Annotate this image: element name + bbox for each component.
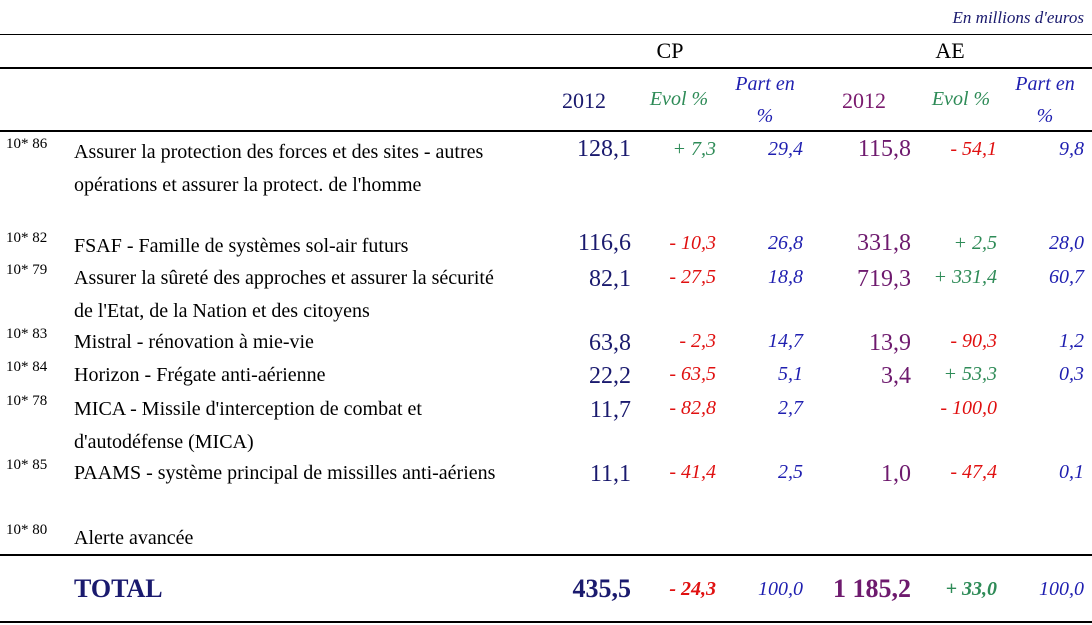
ae-2012-value: 1,0	[881, 461, 911, 487]
ae-2012-value: 115,8	[857, 136, 911, 162]
row-code: 10* 78	[6, 393, 48, 409]
cp-part-value: 2,5	[778, 461, 803, 483]
cp-evol-value: - 2,3	[679, 330, 716, 352]
cp-2012-value: 11,7	[589, 397, 631, 423]
cp-part-value: 5,1	[778, 363, 803, 385]
total-ae-part: 100,0	[1039, 578, 1084, 600]
ae-2012-value: 3,4	[881, 363, 911, 389]
ae-part-value: 9,8	[1059, 138, 1084, 160]
row-label: Assurer la sûreté des approches et assurer la sécurité de l'Etat, de la Nation et des citoyens	[74, 267, 494, 322]
row-code: 10* 82	[6, 230, 48, 246]
row-code: 10* 84	[6, 359, 48, 375]
cp-evol-value: - 10,3	[669, 232, 716, 254]
total-cp-2012: 435,5	[572, 574, 631, 603]
cp-2012-value: 82,1	[589, 266, 631, 292]
total-rule	[0, 554, 1092, 556]
cp-part-value: 2,7	[778, 397, 803, 419]
group-header-cp: CP	[656, 38, 684, 63]
total-ae-evol: + 33,0	[945, 578, 997, 600]
ae-evol-value: - 54,1	[950, 138, 997, 160]
ae-part-value: 1,2	[1059, 330, 1084, 352]
ae-evol-value: - 100,0	[940, 397, 997, 419]
ae-part-value: 28,0	[1049, 232, 1084, 254]
total-label: TOTAL	[74, 574, 163, 603]
cp-2012-value: 128,1	[577, 136, 631, 162]
cp-part-value: 14,7	[768, 330, 803, 352]
row-code: 10* 80	[6, 522, 48, 538]
total-cp-part: 100,0	[758, 578, 803, 600]
header-rule	[0, 130, 1092, 132]
row-label: Alerte avancée	[74, 527, 194, 549]
ae-2012-value: 13,9	[869, 330, 911, 356]
ae-evol-value: + 2,5	[953, 232, 997, 254]
cp-2012-value: 22,2	[589, 363, 631, 389]
header-cp-part: Part en %	[735, 73, 795, 127]
ae-evol-value: + 53,3	[943, 363, 997, 385]
row-label: FSAF - Famille de systèmes sol-air futurs	[74, 235, 409, 257]
cp-part-value: 26,8	[768, 232, 803, 254]
cp-evol-value: - 63,5	[669, 363, 716, 385]
row-code: 10* 86	[6, 136, 48, 152]
cp-part-value: 29,4	[768, 138, 803, 160]
header-ae-part: Part en %	[1015, 73, 1075, 127]
header-cp-evol: Evol %	[649, 88, 709, 110]
total-cp-evol: - 24,3	[669, 578, 716, 600]
row-label: Mistral - rénovation à mie-vie	[74, 331, 314, 353]
total-ae-2012: 1 185,2	[833, 574, 911, 603]
cp-evol-value: - 82,8	[669, 397, 716, 419]
cp-2012-value: 63,8	[589, 330, 631, 356]
row-code: 10* 85	[6, 457, 48, 473]
header-ae-evol: Evol %	[931, 88, 991, 110]
ae-2012-value: 719,3	[857, 266, 911, 292]
cp-2012-value: 11,1	[589, 461, 631, 487]
ae-evol-value: - 47,4	[950, 461, 997, 483]
group-rule	[0, 67, 1092, 69]
row-label: PAAMS - système principal de missilles anti-aériens	[74, 462, 496, 484]
ae-part-value: 60,7	[1049, 266, 1084, 288]
ae-evol-value: - 90,3	[950, 330, 997, 352]
ae-2012-value: 331,8	[857, 230, 911, 256]
group-header-ae: AE	[935, 38, 965, 63]
cp-evol-value: - 27,5	[669, 266, 716, 288]
ae-evol-value: + 331,4	[933, 266, 997, 288]
cp-evol-value: + 7,3	[672, 138, 716, 160]
ae-part-value: 0,3	[1059, 363, 1084, 385]
row-label: Horizon - Frégate anti-aérienne	[74, 364, 326, 386]
row-code: 10* 83	[6, 326, 48, 342]
row-label: MICA - Missile d'interception de combat et d'autodéfense (MICA)	[74, 398, 422, 453]
header-ae-year: 2012	[842, 88, 886, 113]
row-code: 10* 79	[6, 262, 48, 278]
top-rule	[0, 34, 1092, 35]
row-label: Assurer la protection des forces et des sites - autres opérations et assurer la protect. de l'homme	[74, 141, 484, 196]
cp-part-value: 18,8	[768, 266, 803, 288]
ae-part-value: 0,1	[1059, 461, 1084, 483]
cp-evol-value: - 41,4	[669, 461, 716, 483]
bottom-rule	[0, 621, 1092, 623]
unit-note: En millions d'euros	[952, 8, 1084, 27]
cp-2012-value: 116,6	[577, 230, 631, 256]
header-cp-year: 2012	[562, 88, 606, 113]
